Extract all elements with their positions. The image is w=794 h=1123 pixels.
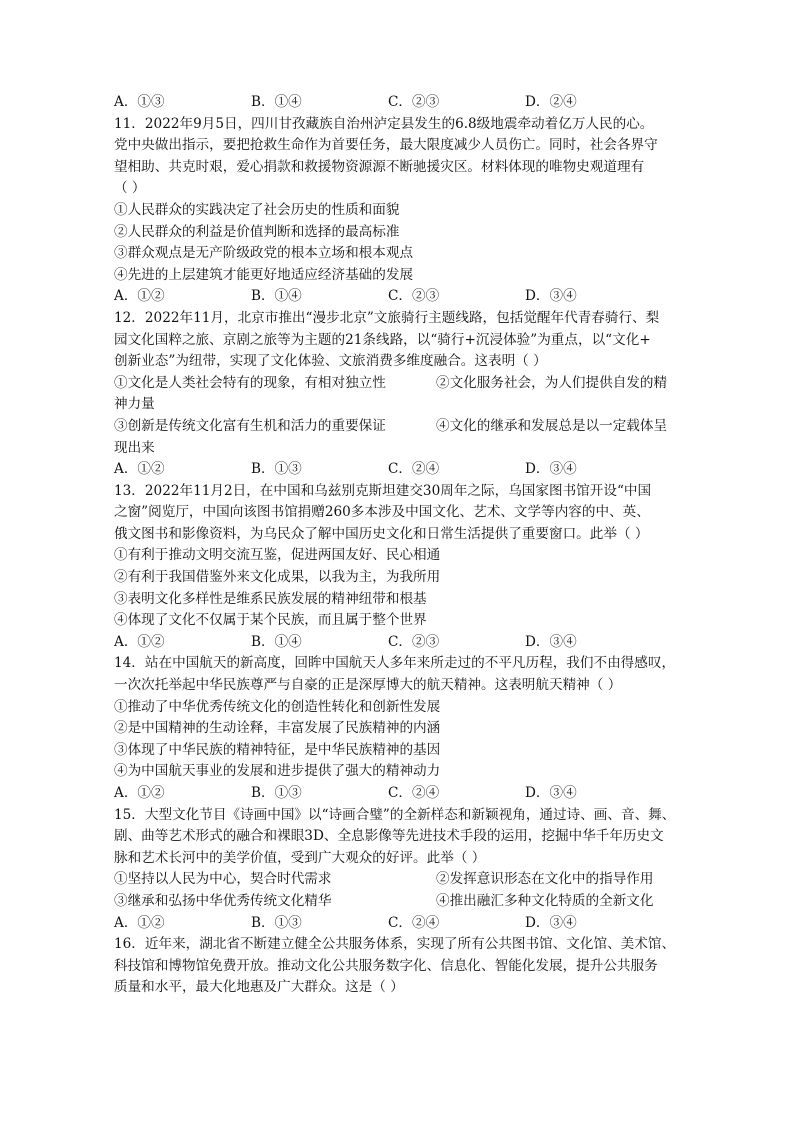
statement-item: ③继承和弘扬中华优秀传统文化精华 — [114, 892, 332, 909]
question-stem-line: 12．2022年11月，北京市推出“漫步北京”文旅骑行主题线路，包括觉醒年代青春骑行、梨 — [114, 309, 660, 326]
question-stem-line: 剧、曲等艺术形式的融合和裸眼3D、全息影像等先进技术手段的运用，挖掘中华千年历史文 — [114, 828, 664, 845]
statement-item: ①有利于推动文明交流互鉴，促进两国友好、民心相通 — [114, 547, 441, 564]
q12-options — [114, 459, 684, 481]
option-c[interactable]: C．②④ — [388, 914, 440, 931]
option-d[interactable]: D．③④ — [525, 914, 577, 931]
option-a[interactable]: A．①② — [114, 461, 165, 478]
question-stem-line: 一次次托举起中华民族尊严与自豪的正是深厚博大的航天精神。这表明航天精神（ ） — [114, 677, 622, 694]
q10-options — [114, 92, 684, 114]
statement-item: ②有利于我国借鉴外来文化成果，以我为主，为我所用 — [114, 569, 441, 586]
option-c[interactable]: C．②④ — [388, 461, 440, 478]
option-d[interactable]: D．③④ — [525, 288, 577, 305]
option-a[interactable]: A．①② — [114, 288, 165, 305]
statement-item: ④体现了文化不仅属于某个民族，而且属于整个世界 — [114, 612, 427, 629]
statement-item: ③表明文化多样性是维系民族发展的精神纽带和根基 — [114, 590, 427, 607]
exam-page — [114, 92, 684, 999]
statement-item-continued: 现出来 — [114, 439, 155, 456]
option-b[interactable]: B．①③ — [251, 914, 302, 931]
question-14 — [114, 653, 684, 804]
q15-options — [114, 913, 684, 935]
question-stem-line: 13．2022年11月2日，在中国和乌兹别克斯坦建交30周年之际，乌国家图书馆开设“中国 — [114, 482, 652, 499]
statement-item: ①推动了中华优秀传统文化的创造性转化和创新性发展 — [114, 698, 441, 715]
q13-options — [114, 632, 684, 654]
statement-item: ④推出融汇多种文化特质的全新文化 — [436, 892, 654, 909]
option-d[interactable]: D．②④ — [525, 94, 577, 110]
statement-item: ④文化的继承和发展总是以一定载体呈 — [436, 417, 668, 434]
option-b[interactable]: B．①③ — [251, 785, 302, 801]
option-a[interactable]: A．①② — [114, 914, 165, 931]
question-stem-line: 脉和艺术长河中的美学价值，受到广大观众的好评。此举（ ） — [114, 849, 486, 866]
question-stem-line: 望相助、共克时艰，爱心捐款和救援物资源源不断驰援灾区。材料体现的唯物史观道理有 — [114, 158, 645, 175]
statement-item-continued: 神力量 — [114, 396, 155, 413]
statement-item: ③群众观点是无产阶级政党的根本立场和根本观点 — [114, 245, 414, 262]
option-d[interactable]: D．③④ — [525, 785, 577, 801]
statement-item: ③体现了中华民族的精神特征，是中华民族精神的基因 — [114, 741, 441, 758]
question-stem-line: 之窗”阅览厅，中国向该图书馆捐赠260多本涉及中国文化、艺术、文学等内容的中、英、 — [114, 504, 650, 521]
statement-item: ①文化是人类社会特有的现象，有相对独立性 — [114, 374, 386, 391]
statement-row — [114, 869, 684, 891]
q14-options — [114, 783, 684, 805]
question-stem-line: 14．站在中国航天的新高度，回眸中国航天人多年来所走过的不平凡历程，我们不由得感叹， — [114, 655, 676, 672]
option-b[interactable]: B．①④ — [251, 288, 302, 305]
answer-blank: （ ） — [114, 180, 146, 197]
statement-item: ③创新是传统文化富有生机和活力的重要保证 — [114, 417, 386, 434]
option-b[interactable]: B．①③ — [251, 461, 302, 478]
statement-item: ②人民群众的利益是价值判断和选择的最高标准 — [114, 223, 400, 240]
question-11 — [114, 114, 684, 308]
question-stem-line: 15．大型文化节目《诗画中国》以“诗画合璧”的全新样态和新颖视角，通过诗、画、音、舞、 — [114, 806, 676, 823]
statement-item: ④为中国航天事业的发展和进步提供了强大的精神动力 — [114, 763, 441, 780]
question-stem-line: 俄文图书和影像资料，为乌民众了解中国历史文化和日常生活提供了重要窗口。此举（ ） — [114, 525, 649, 542]
option-b[interactable]: B．①④ — [251, 633, 302, 650]
question-stem-line: 科技馆和博物馆免费开放。推动文化公共服务数字化、信息化、智能化发展，提升公共服务 — [114, 957, 658, 974]
statement-item: ①坚持以人民为中心，契合时代需求 — [114, 871, 332, 888]
question-stem-line: 16．近年来，湖北省不断建立健全公共服务体系，实现了所有公共图书馆、文化馆、美术馆、 — [114, 936, 676, 953]
option-a[interactable]: A．①② — [114, 633, 165, 650]
statement-item: ④先进的上层建筑才能更好地适应经济基础的发展 — [114, 266, 414, 283]
question-stem-line: 11．2022年9月5日，四川甘孜藏族自治州泸定县发生的6.8级地震牵动着亿万人民的心。 — [114, 115, 654, 132]
q11-options — [114, 286, 684, 308]
option-c[interactable]: C．②④ — [388, 785, 440, 801]
option-c[interactable]: C．②③ — [388, 633, 440, 650]
option-c[interactable]: C．②③ — [388, 288, 440, 305]
option-d[interactable]: D．③④ — [525, 461, 577, 478]
statement-item: ②发挥意识形态在文化中的指导作用 — [436, 871, 654, 888]
option-a[interactable]: A．①③ — [114, 94, 165, 110]
statement-item: ②是中国精神的生动诠释，丰富发展了民族精神的内涵 — [114, 720, 441, 737]
question-13 — [114, 481, 684, 654]
question-stem-line: 园文化国粹之旅、京剧之旅等为主题的21条线路，以“骑行+沉浸体验”为重点，以“文化+ — [114, 331, 651, 348]
option-d[interactable]: D．③④ — [525, 633, 577, 650]
option-b[interactable]: B．①④ — [251, 94, 302, 110]
option-c[interactable]: C．②③ — [388, 94, 440, 110]
question-stem-line: 党中央做出指示，要把抢救生命作为首要任务，最大限度减少人员伤亡。同时，社会各界守 — [114, 137, 658, 154]
option-a[interactable]: A．①② — [114, 785, 165, 801]
statement-row — [114, 891, 684, 913]
question-12 — [114, 308, 684, 481]
statement-row — [114, 416, 684, 438]
question-16 — [114, 934, 684, 999]
question-stem-line: 创新业态”为纽带，实现了文化体验、文旅消费多维度融合。这表明（ ） — [114, 353, 547, 370]
statement-row — [114, 373, 684, 395]
question-stem-line: 质量和水平，最大化地惠及广大群众。这是（ ） — [114, 979, 404, 996]
statement-item: ①人民群众的实践决定了社会历史的性质和面貌 — [114, 201, 400, 218]
statement-item: ②文化服务社会，为人们提供自发的精 — [436, 374, 668, 391]
question-15 — [114, 805, 684, 935]
